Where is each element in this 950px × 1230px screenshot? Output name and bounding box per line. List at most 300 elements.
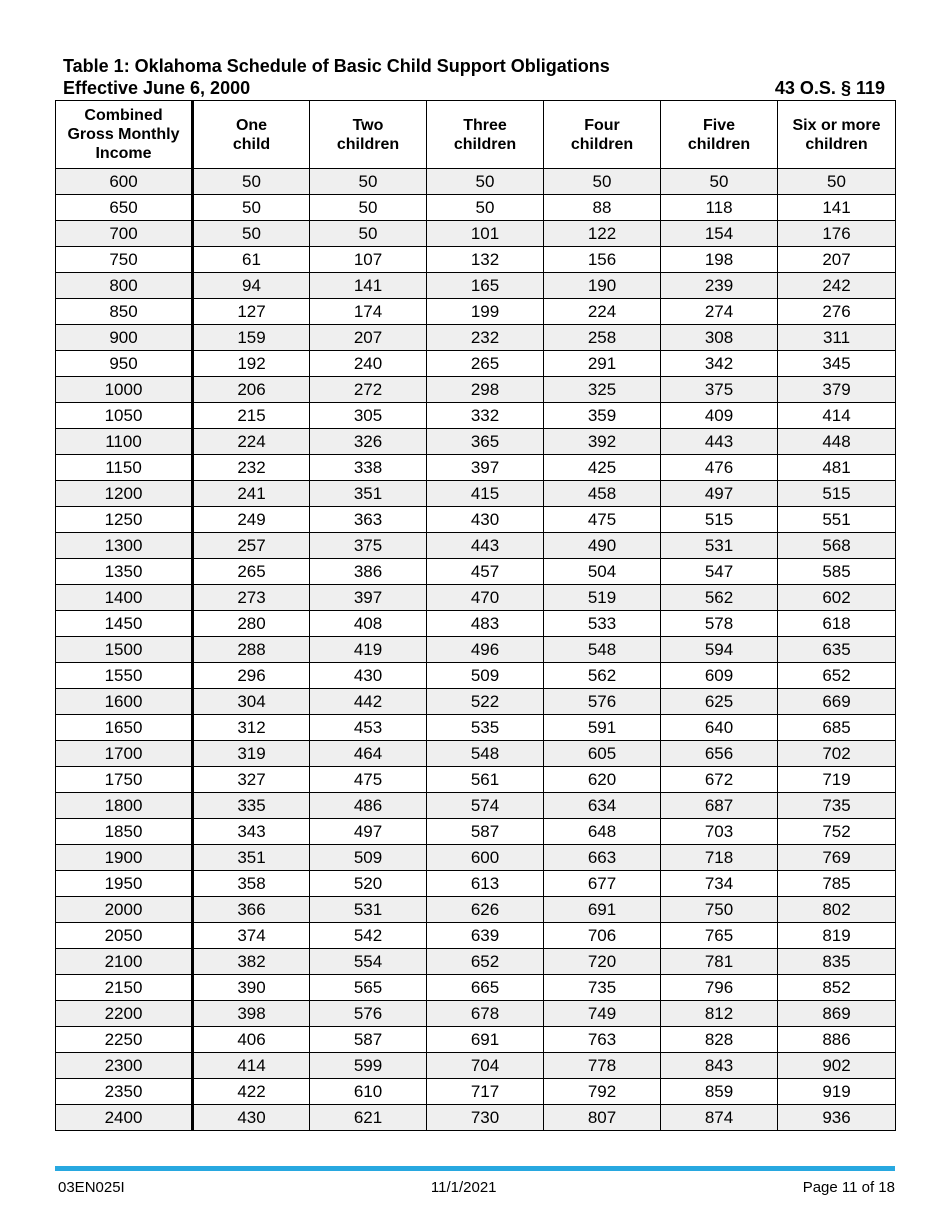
obligation-cell: 425 bbox=[544, 455, 661, 481]
obligation-cell: 819 bbox=[778, 923, 896, 949]
income-cell: 1300 bbox=[56, 533, 193, 559]
obligation-cell: 763 bbox=[544, 1027, 661, 1053]
obligation-cell: 625 bbox=[661, 689, 778, 715]
obligation-cell: 206 bbox=[193, 377, 310, 403]
income-cell: 1750 bbox=[56, 767, 193, 793]
obligation-cell: 375 bbox=[661, 377, 778, 403]
obligation-cell: 497 bbox=[310, 819, 427, 845]
header-line: Combined bbox=[84, 107, 163, 124]
header-line: Three bbox=[463, 116, 507, 134]
obligation-cell: 496 bbox=[427, 637, 544, 663]
obligation-cell: 703 bbox=[661, 819, 778, 845]
obligation-cell: 430 bbox=[427, 507, 544, 533]
obligation-cell: 319 bbox=[193, 741, 310, 767]
obligation-cell: 415 bbox=[427, 481, 544, 507]
table-row bbox=[56, 1001, 896, 1027]
header-line: children bbox=[570, 135, 634, 153]
obligation-cell: 326 bbox=[310, 429, 427, 455]
effective-date: Effective June 6, 2000 bbox=[63, 78, 251, 98]
obligation-cell: 453 bbox=[310, 715, 427, 741]
table-row bbox=[56, 195, 896, 221]
obligation-cell: 519 bbox=[544, 585, 661, 611]
obligation-cell: 778 bbox=[544, 1053, 661, 1079]
table-row bbox=[56, 585, 896, 611]
obligation-cell: 88 bbox=[544, 195, 661, 221]
obligation-cell: 343 bbox=[193, 819, 310, 845]
obligation-cell: 365 bbox=[427, 429, 544, 455]
table-row bbox=[56, 715, 896, 741]
obligation-cell: 656 bbox=[661, 741, 778, 767]
obligation-cell: 843 bbox=[661, 1053, 778, 1079]
table-row bbox=[56, 1105, 896, 1131]
obligation-cell: 547 bbox=[661, 559, 778, 585]
obligation-cell: 522 bbox=[427, 689, 544, 715]
obligation-cell: 127 bbox=[193, 299, 310, 325]
obligation-cell: 509 bbox=[310, 845, 427, 871]
obligation-cell: 621 bbox=[310, 1105, 427, 1131]
obligation-cell: 565 bbox=[310, 975, 427, 1001]
obligation-cell: 50 bbox=[427, 195, 544, 221]
income-cell: 2100 bbox=[56, 949, 193, 975]
obligation-cell: 640 bbox=[661, 715, 778, 741]
obligation-cell: 735 bbox=[778, 793, 896, 819]
obligation-cell: 298 bbox=[427, 377, 544, 403]
obligation-cell: 406 bbox=[193, 1027, 310, 1053]
obligation-cell: 587 bbox=[427, 819, 544, 845]
table-row bbox=[56, 949, 896, 975]
obligation-cell: 828 bbox=[661, 1027, 778, 1053]
obligation-cell: 94 bbox=[193, 273, 310, 299]
header-children-5 bbox=[661, 101, 778, 169]
obligation-cell: 542 bbox=[310, 923, 427, 949]
obligation-cell: 613 bbox=[427, 871, 544, 897]
income-cell: 2400 bbox=[56, 1105, 193, 1131]
obligation-cell: 509 bbox=[427, 663, 544, 689]
header-line: Income bbox=[95, 145, 152, 162]
obligation-cell: 258 bbox=[544, 325, 661, 351]
income-cell: 1100 bbox=[56, 429, 193, 455]
obligation-cell: 304 bbox=[193, 689, 310, 715]
obligation-cell: 852 bbox=[778, 975, 896, 1001]
obligation-cell: 430 bbox=[310, 663, 427, 689]
obligation-cell: 165 bbox=[427, 273, 544, 299]
income-cell: 650 bbox=[56, 195, 193, 221]
obligation-cell: 691 bbox=[544, 897, 661, 923]
obligation-cell: 490 bbox=[544, 533, 661, 559]
obligation-cell: 812 bbox=[661, 1001, 778, 1027]
header-children-1 bbox=[193, 101, 310, 169]
obligation-cell: 749 bbox=[544, 1001, 661, 1027]
obligation-cell: 483 bbox=[427, 611, 544, 637]
obligation-cell: 486 bbox=[310, 793, 427, 819]
obligation-cell: 672 bbox=[661, 767, 778, 793]
obligation-cell: 154 bbox=[661, 221, 778, 247]
obligation-cell: 430 bbox=[193, 1105, 310, 1131]
income-cell: 1200 bbox=[56, 481, 193, 507]
obligation-cell: 141 bbox=[778, 195, 896, 221]
obligation-cell: 730 bbox=[427, 1105, 544, 1131]
header-line: children bbox=[336, 135, 400, 153]
obligation-cell: 232 bbox=[193, 455, 310, 481]
income-cell: 1800 bbox=[56, 793, 193, 819]
income-cell: 950 bbox=[56, 351, 193, 377]
income-cell: 2250 bbox=[56, 1027, 193, 1053]
obligation-cell: 296 bbox=[193, 663, 310, 689]
table-row bbox=[56, 377, 896, 403]
obligation-cell: 520 bbox=[310, 871, 427, 897]
table-row bbox=[56, 429, 896, 455]
income-cell: 1550 bbox=[56, 663, 193, 689]
obligation-cell: 132 bbox=[427, 247, 544, 273]
income-cell: 1250 bbox=[56, 507, 193, 533]
obligation-cell: 591 bbox=[544, 715, 661, 741]
obligation-cell: 419 bbox=[310, 637, 427, 663]
obligation-cell: 576 bbox=[310, 1001, 427, 1027]
obligation-cell: 691 bbox=[427, 1027, 544, 1053]
footer-rule bbox=[55, 1166, 895, 1171]
obligation-cell: 414 bbox=[193, 1053, 310, 1079]
table-row bbox=[56, 273, 896, 299]
obligation-cell: 232 bbox=[427, 325, 544, 351]
obligation-cell: 156 bbox=[544, 247, 661, 273]
table-header-row bbox=[56, 101, 896, 169]
income-cell: 1850 bbox=[56, 819, 193, 845]
income-cell: 1700 bbox=[56, 741, 193, 767]
obligation-cell: 807 bbox=[544, 1105, 661, 1131]
obligation-cell: 652 bbox=[778, 663, 896, 689]
obligation-cell: 176 bbox=[778, 221, 896, 247]
obligation-cell: 669 bbox=[778, 689, 896, 715]
obligation-cell: 311 bbox=[778, 325, 896, 351]
obligation-cell: 687 bbox=[661, 793, 778, 819]
obligation-cell: 345 bbox=[778, 351, 896, 377]
income-cell: 2050 bbox=[56, 923, 193, 949]
obligation-cell: 497 bbox=[661, 481, 778, 507]
obligation-cell: 374 bbox=[193, 923, 310, 949]
obligation-cell: 398 bbox=[193, 1001, 310, 1027]
page-footer bbox=[58, 1179, 895, 1197]
table-row bbox=[56, 299, 896, 325]
obligation-cell: 551 bbox=[778, 507, 896, 533]
obligation-cell: 159 bbox=[193, 325, 310, 351]
obligation-cell: 535 bbox=[427, 715, 544, 741]
table-row bbox=[56, 819, 896, 845]
obligation-cell: 265 bbox=[427, 351, 544, 377]
obligation-cell: 719 bbox=[778, 767, 896, 793]
obligation-cell: 717 bbox=[427, 1079, 544, 1105]
obligation-cell: 594 bbox=[661, 637, 778, 663]
table-row bbox=[56, 169, 896, 195]
header-line: children bbox=[453, 135, 517, 153]
obligation-cell: 835 bbox=[778, 949, 896, 975]
table-row bbox=[56, 1053, 896, 1079]
obligation-cell: 765 bbox=[661, 923, 778, 949]
obligation-cell: 515 bbox=[661, 507, 778, 533]
obligation-cell: 620 bbox=[544, 767, 661, 793]
header-line: Gross Monthly bbox=[67, 126, 180, 143]
obligation-cell: 781 bbox=[661, 949, 778, 975]
header-children-4 bbox=[544, 101, 661, 169]
obligation-cell: 207 bbox=[310, 325, 427, 351]
table-row bbox=[56, 637, 896, 663]
income-cell: 750 bbox=[56, 247, 193, 273]
header-children-2 bbox=[310, 101, 427, 169]
obligation-cell: 272 bbox=[310, 377, 427, 403]
obligation-cell: 50 bbox=[427, 169, 544, 195]
obligation-cell: 562 bbox=[661, 585, 778, 611]
obligation-cell: 390 bbox=[193, 975, 310, 1001]
obligation-cell: 464 bbox=[310, 741, 427, 767]
obligation-cell: 359 bbox=[544, 403, 661, 429]
obligation-cell: 276 bbox=[778, 299, 896, 325]
obligation-cell: 363 bbox=[310, 507, 427, 533]
obligation-cell: 280 bbox=[193, 611, 310, 637]
table-row bbox=[56, 533, 896, 559]
obligation-cell: 677 bbox=[544, 871, 661, 897]
obligation-cell: 610 bbox=[310, 1079, 427, 1105]
income-cell: 600 bbox=[56, 169, 193, 195]
page-number: Page 11 of 18 bbox=[802, 1179, 895, 1196]
header-line: children bbox=[687, 135, 751, 153]
table-row bbox=[56, 1079, 896, 1105]
obligation-cell: 652 bbox=[427, 949, 544, 975]
obligation-cell: 533 bbox=[544, 611, 661, 637]
obligation-cell: 634 bbox=[544, 793, 661, 819]
obligation-cell: 734 bbox=[661, 871, 778, 897]
table-row bbox=[56, 793, 896, 819]
obligation-cell: 50 bbox=[310, 169, 427, 195]
obligation-cell: 215 bbox=[193, 403, 310, 429]
table-row bbox=[56, 325, 896, 351]
income-cell: 800 bbox=[56, 273, 193, 299]
obligation-cell: 599 bbox=[310, 1053, 427, 1079]
obligation-cell: 476 bbox=[661, 455, 778, 481]
obligation-cell: 704 bbox=[427, 1053, 544, 1079]
obligation-cell: 408 bbox=[310, 611, 427, 637]
table-row bbox=[56, 403, 896, 429]
obligation-cell: 291 bbox=[544, 351, 661, 377]
obligation-cell: 351 bbox=[310, 481, 427, 507]
table-row bbox=[56, 559, 896, 585]
obligation-cell: 769 bbox=[778, 845, 896, 871]
obligation-cell: 50 bbox=[193, 221, 310, 247]
obligation-cell: 609 bbox=[661, 663, 778, 689]
obligation-cell: 351 bbox=[193, 845, 310, 871]
income-cell: 1500 bbox=[56, 637, 193, 663]
obligation-cell: 422 bbox=[193, 1079, 310, 1105]
table-row bbox=[56, 507, 896, 533]
obligation-cell: 635 bbox=[778, 637, 896, 663]
obligation-cell: 190 bbox=[544, 273, 661, 299]
obligation-cell: 457 bbox=[427, 559, 544, 585]
obligation-cell: 554 bbox=[310, 949, 427, 975]
obligation-cell: 665 bbox=[427, 975, 544, 1001]
obligation-cell: 50 bbox=[193, 195, 310, 221]
obligation-cell: 397 bbox=[427, 455, 544, 481]
obligation-cell: 141 bbox=[310, 273, 427, 299]
obligation-cell: 308 bbox=[661, 325, 778, 351]
obligation-cell: 685 bbox=[778, 715, 896, 741]
obligation-cell: 224 bbox=[193, 429, 310, 455]
obligation-cell: 574 bbox=[427, 793, 544, 819]
obligation-cell: 50 bbox=[310, 221, 427, 247]
income-cell: 2350 bbox=[56, 1079, 193, 1105]
table-row bbox=[56, 871, 896, 897]
obligation-cell: 735 bbox=[544, 975, 661, 1001]
income-cell: 2300 bbox=[56, 1053, 193, 1079]
obligation-cell: 561 bbox=[427, 767, 544, 793]
obligation-cell: 332 bbox=[427, 403, 544, 429]
income-cell: 1900 bbox=[56, 845, 193, 871]
obligation-cell: 585 bbox=[778, 559, 896, 585]
obligation-cell: 750 bbox=[661, 897, 778, 923]
table-row bbox=[56, 689, 896, 715]
table-row bbox=[56, 767, 896, 793]
obligation-cell: 919 bbox=[778, 1079, 896, 1105]
income-cell: 900 bbox=[56, 325, 193, 351]
obligation-cell: 50 bbox=[778, 169, 896, 195]
obligation-cell: 720 bbox=[544, 949, 661, 975]
obligation-cell: 50 bbox=[661, 169, 778, 195]
obligation-cell: 414 bbox=[778, 403, 896, 429]
header-line: child bbox=[232, 135, 271, 153]
header-line: Six or more bbox=[792, 116, 881, 134]
obligation-cell: 338 bbox=[310, 455, 427, 481]
obligation-cell: 207 bbox=[778, 247, 896, 273]
obligation-cell: 312 bbox=[193, 715, 310, 741]
header-line: children bbox=[805, 135, 868, 153]
header-children-3 bbox=[427, 101, 544, 169]
table-body bbox=[56, 169, 896, 1131]
obligation-cell: 375 bbox=[310, 533, 427, 559]
table-row bbox=[56, 611, 896, 637]
obligation-cell: 241 bbox=[193, 481, 310, 507]
obligation-cell: 325 bbox=[544, 377, 661, 403]
obligation-cell: 273 bbox=[193, 585, 310, 611]
table-row bbox=[56, 741, 896, 767]
subtitle-row bbox=[63, 77, 885, 99]
income-cell: 2200 bbox=[56, 1001, 193, 1027]
obligation-cell: 118 bbox=[661, 195, 778, 221]
statute-reference: 43 O.S. § 119 bbox=[774, 78, 885, 98]
obligation-cell: 397 bbox=[310, 585, 427, 611]
obligation-cell: 639 bbox=[427, 923, 544, 949]
table-row bbox=[56, 247, 896, 273]
obligation-cell: 443 bbox=[427, 533, 544, 559]
obligation-cell: 198 bbox=[661, 247, 778, 273]
income-cell: 2150 bbox=[56, 975, 193, 1001]
obligation-cell: 475 bbox=[544, 507, 661, 533]
obligation-cell: 531 bbox=[661, 533, 778, 559]
obligation-cell: 242 bbox=[778, 273, 896, 299]
obligation-cell: 859 bbox=[661, 1079, 778, 1105]
obligation-cell: 578 bbox=[661, 611, 778, 637]
obligation-cell: 936 bbox=[778, 1105, 896, 1131]
obligation-cell: 576 bbox=[544, 689, 661, 715]
obligation-cell: 718 bbox=[661, 845, 778, 871]
obligation-cell: 174 bbox=[310, 299, 427, 325]
income-cell: 1400 bbox=[56, 585, 193, 611]
obligation-cell: 481 bbox=[778, 455, 896, 481]
obligation-cell: 122 bbox=[544, 221, 661, 247]
obligation-cell: 442 bbox=[310, 689, 427, 715]
obligation-cell: 562 bbox=[544, 663, 661, 689]
income-cell: 1150 bbox=[56, 455, 193, 481]
obligation-cell: 785 bbox=[778, 871, 896, 897]
obligation-cell: 626 bbox=[427, 897, 544, 923]
obligation-cell: 869 bbox=[778, 1001, 896, 1027]
obligation-cell: 515 bbox=[778, 481, 896, 507]
header-line: Five bbox=[702, 116, 735, 134]
obligation-cell: 470 bbox=[427, 585, 544, 611]
obligation-cell: 409 bbox=[661, 403, 778, 429]
header-line: One bbox=[235, 116, 268, 134]
table-row bbox=[56, 481, 896, 507]
obligation-cell: 199 bbox=[427, 299, 544, 325]
obligation-cell: 458 bbox=[544, 481, 661, 507]
obligation-cell: 587 bbox=[310, 1027, 427, 1053]
obligation-cell: 386 bbox=[310, 559, 427, 585]
table-row bbox=[56, 1027, 896, 1053]
obligation-cell: 802 bbox=[778, 897, 896, 923]
child-support-schedule-table bbox=[55, 100, 896, 1131]
obligation-cell: 548 bbox=[544, 637, 661, 663]
obligation-cell: 265 bbox=[193, 559, 310, 585]
table-title: Table 1: Oklahoma Schedule of Basic Child Support Obligations bbox=[63, 56, 610, 76]
obligation-cell: 249 bbox=[193, 507, 310, 533]
income-cell: 1450 bbox=[56, 611, 193, 637]
footer-date: 11/1/2021 bbox=[430, 1179, 497, 1196]
obligation-cell: 392 bbox=[544, 429, 661, 455]
obligation-cell: 61 bbox=[193, 247, 310, 273]
form-code: 03EN025I bbox=[58, 1179, 125, 1196]
obligation-cell: 531 bbox=[310, 897, 427, 923]
obligation-cell: 224 bbox=[544, 299, 661, 325]
obligation-cell: 618 bbox=[778, 611, 896, 637]
obligation-cell: 663 bbox=[544, 845, 661, 871]
table-row bbox=[56, 845, 896, 871]
income-cell: 1950 bbox=[56, 871, 193, 897]
obligation-cell: 327 bbox=[193, 767, 310, 793]
obligation-cell: 305 bbox=[310, 403, 427, 429]
obligation-cell: 50 bbox=[193, 169, 310, 195]
obligation-cell: 548 bbox=[427, 741, 544, 767]
table-row bbox=[56, 455, 896, 481]
header-line: Two bbox=[352, 116, 384, 134]
obligation-cell: 600 bbox=[427, 845, 544, 871]
obligation-cell: 568 bbox=[778, 533, 896, 559]
income-cell: 1000 bbox=[56, 377, 193, 403]
title-block bbox=[63, 55, 885, 99]
obligation-cell: 443 bbox=[661, 429, 778, 455]
obligation-cell: 902 bbox=[778, 1053, 896, 1079]
income-cell: 2000 bbox=[56, 897, 193, 923]
obligation-cell: 240 bbox=[310, 351, 427, 377]
obligation-cell: 335 bbox=[193, 793, 310, 819]
obligation-cell: 796 bbox=[661, 975, 778, 1001]
obligation-cell: 602 bbox=[778, 585, 896, 611]
obligation-cell: 379 bbox=[778, 377, 896, 403]
obligation-cell: 475 bbox=[310, 767, 427, 793]
header-combined-income bbox=[56, 101, 193, 169]
income-cell: 1600 bbox=[56, 689, 193, 715]
obligation-cell: 342 bbox=[661, 351, 778, 377]
obligation-cell: 706 bbox=[544, 923, 661, 949]
obligation-cell: 382 bbox=[193, 949, 310, 975]
obligation-cell: 886 bbox=[778, 1027, 896, 1053]
obligation-cell: 605 bbox=[544, 741, 661, 767]
header-children-6 bbox=[778, 101, 896, 169]
